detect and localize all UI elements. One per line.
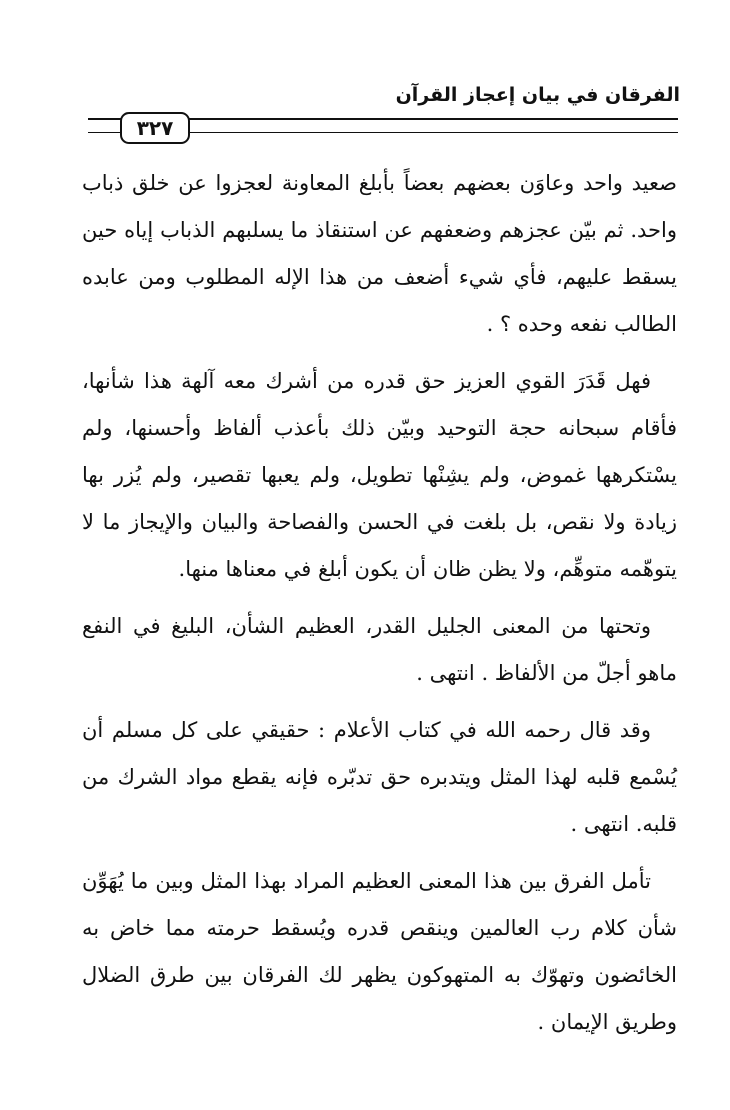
paragraph: تأمل الفرق بين هذا المعنى العظيم المراد بهذا المثل وبين ما يُهَوِّن شأن كلام رب العالمين وينقص قدره ويُسقط حرمته مما خاض به الخائضون وتهوّك به المتهوكون يظهر لك الفرقان بين طرق الضلال وطريق الإيمان . xyxy=(82,869,677,1034)
running-header-title: الفرقان في بيان إعجاز القرآن xyxy=(395,84,680,106)
page-body xyxy=(82,160,677,1056)
paragraph: وقد قال رحمه الله في كتاب الأعلام : حقيقي على كل مسلم أن يُسْمع قلبه لهذا المثل ويتدبره حق تدبّره فإنه يقطع مواد الشرك من قلبه. انتهى . xyxy=(82,718,677,836)
paragraph: وتحتها من المعنى الجليل القدر، العظيم الشأن، البليغ في النفع ماهو أجلّ من الألفاظ . انتهى . xyxy=(82,614,677,685)
page-number: ٣٢٧ xyxy=(120,112,190,144)
paragraph: فهل قَدَرَ القوي العزيز حق قدره من أشرك معه آلهة هذا شأنها، فأقام سبحانه حجة التوحيد وبيّن ذلك بأعذب ألفاظ وأحسنها، ولم يسْتكرهها غموض، ولم يشِنْها تطويل، ولم يعبها تقصير، ولم يُزر بها زيادة ولا نقص، بل بلغت في الحسن والفصاحة والبيان والإيجاز ما لا يتوهّمه متوهِّم، ولا يظن ظان أن يكون أبلغ في معناها منها. xyxy=(82,369,677,581)
paragraph: صعيد واحد وعاوَن بعضهم بعضاً بأبلغ المعاونة لعجزوا عن خلق ذباب واحد. ثم بيّن عجزهم وضعفهم عن استنقاذ ما يسلبهم الذباب إياه حين يسقط عليهم، فأي شيء أضعف من هذا الإله المطلوب ومن عابده الطالب نفعه وحده ؟ . xyxy=(82,171,677,336)
